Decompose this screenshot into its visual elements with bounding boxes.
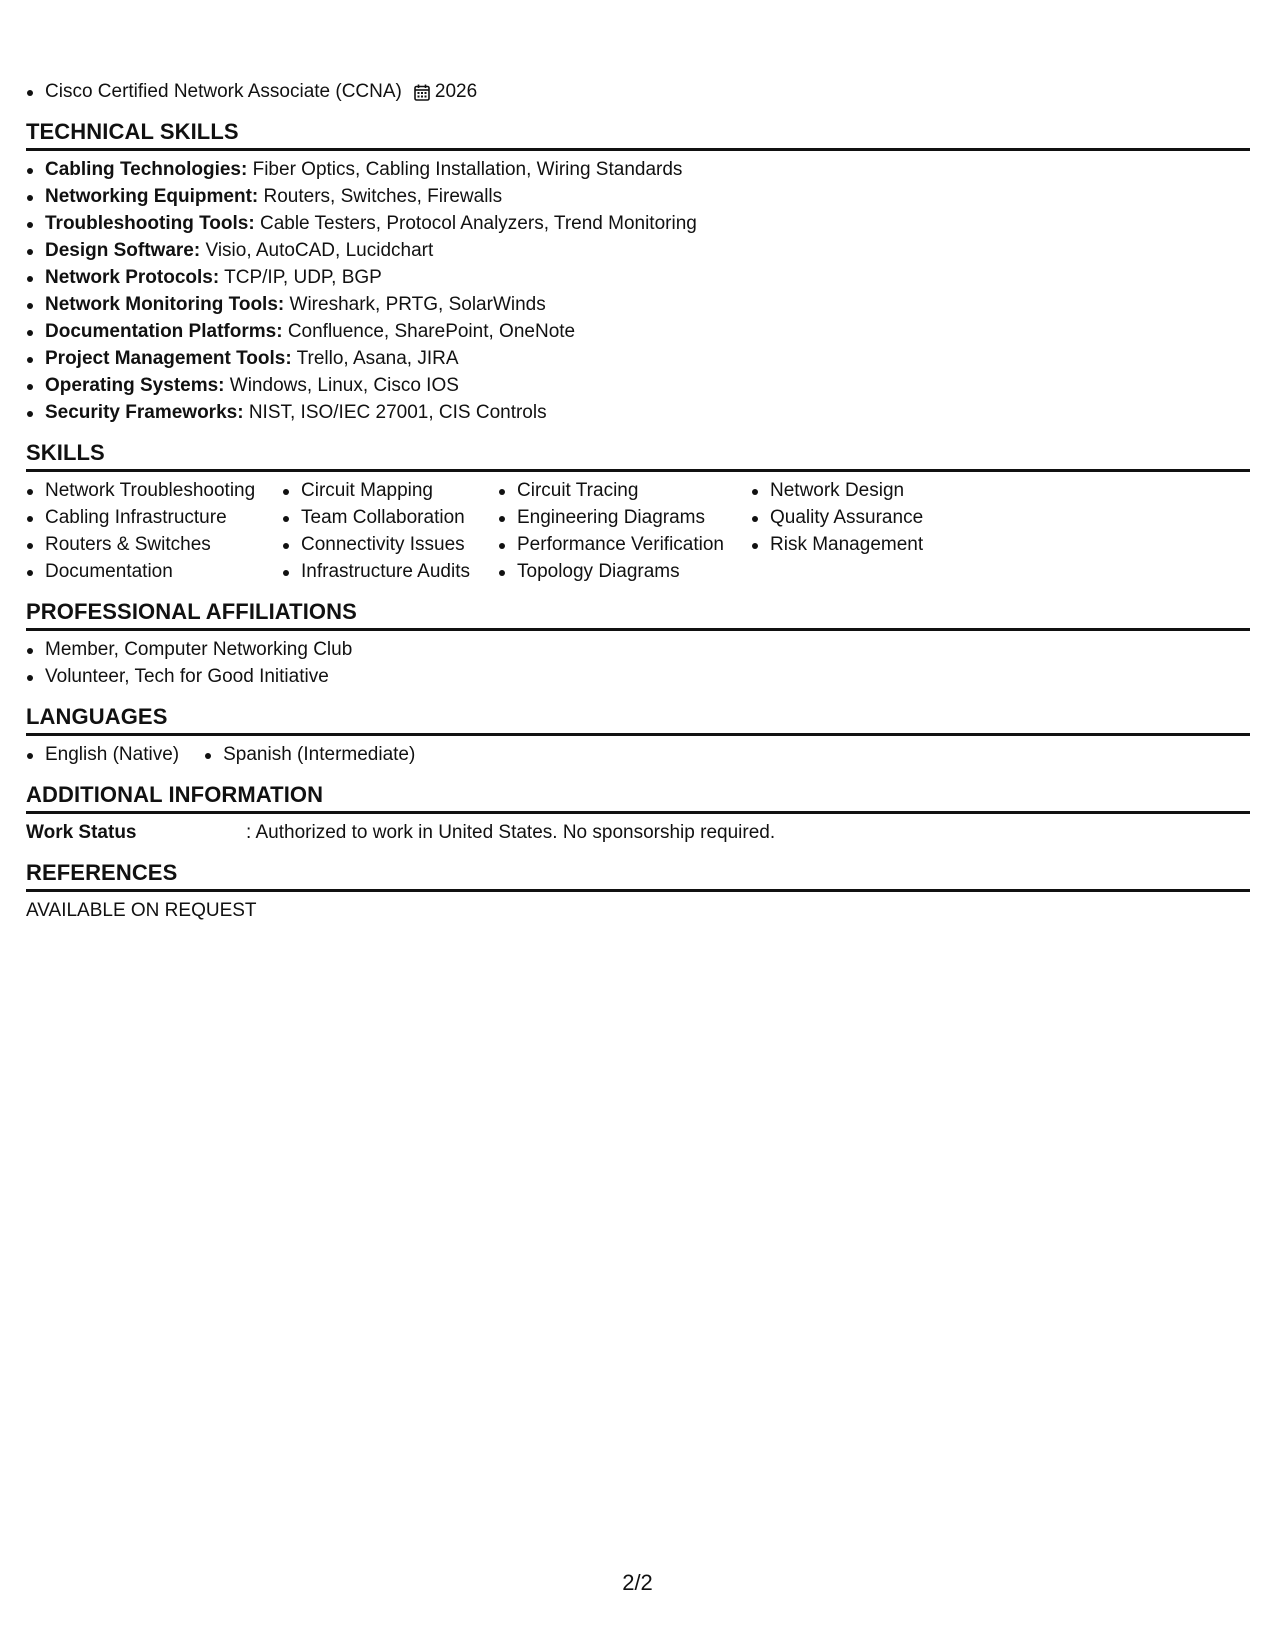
skill-values: NIST, ISO/IEC 27001, CIS Controls	[248, 402, 547, 423]
skills-column	[498, 477, 751, 585]
skill-item: Circuit Mapping	[282, 477, 498, 504]
technical-skill-item	[26, 237, 1250, 264]
skill-values: Windows, Linux, Cisco IOS	[229, 375, 459, 396]
skill-values: Confluence, SharePoint, OneNote	[287, 321, 576, 342]
work-status-value: : Authorized to work in United States. No sponsorship required.	[246, 822, 776, 843]
skill-item: Performance Verification	[498, 531, 751, 558]
section-title-additional-info: ADDITIONAL INFORMATION	[26, 780, 1250, 814]
section-title-affiliations: PROFESSIONAL AFFILIATIONS	[26, 597, 1250, 631]
skill-values: Wireshark, PRTG, SolarWinds	[289, 294, 546, 315]
skill-category: Cabling Technologies:	[45, 159, 248, 180]
references-text: AVAILABLE ON REQUEST	[26, 900, 257, 921]
calendar-icon	[414, 84, 430, 101]
work-status-label: Work Status	[26, 822, 137, 843]
skill-category: Network Protocols:	[45, 267, 220, 288]
skill-item: Network Design	[751, 477, 1001, 504]
skill-item: Documentation	[26, 558, 282, 585]
languages-section	[26, 702, 1250, 768]
skill-item: Team Collaboration	[282, 504, 498, 531]
skill-category: Networking Equipment:	[45, 186, 259, 207]
certification-year: 2026	[434, 81, 478, 102]
affiliation-item: Volunteer, Tech for Good Initiative	[26, 663, 1250, 690]
skill-values: Trello, Asana, JIRA	[296, 348, 459, 369]
skill-item: Routers & Switches	[26, 531, 282, 558]
skill-item: Risk Management	[751, 531, 1001, 558]
skill-category: Design Software:	[45, 240, 201, 261]
affiliations-section	[26, 597, 1250, 690]
technical-skill-item	[26, 318, 1250, 345]
skill-item: Topology Diagrams	[498, 558, 751, 585]
affiliation-item: Member, Computer Networking Club	[26, 636, 1250, 663]
skill-item: Infrastructure Audits	[282, 558, 498, 585]
references-section	[26, 858, 1250, 924]
skill-item: Cabling Infrastructure	[26, 504, 282, 531]
skill-values: Routers, Switches, Firewalls	[263, 186, 503, 207]
skill-values: Visio, AutoCAD, Lucidchart	[205, 240, 434, 261]
section-title-references: REFERENCES	[26, 858, 1250, 892]
language-item: Spanish (Intermediate)	[204, 741, 415, 768]
page-number: 2/2	[622, 1570, 653, 1595]
skill-category: Operating Systems:	[45, 375, 225, 396]
technical-skill-item	[26, 372, 1250, 399]
skill-item: Network Troubleshooting	[26, 477, 282, 504]
technical-skill-item	[26, 291, 1250, 318]
skill-category: Troubleshooting Tools:	[45, 213, 255, 234]
skills-section	[26, 438, 1250, 585]
technical-skill-item	[26, 156, 1250, 183]
technical-skill-item	[26, 210, 1250, 237]
skill-item: Engineering Diagrams	[498, 504, 751, 531]
section-title-skills: SKILLS	[26, 438, 1250, 472]
certifications-list	[26, 78, 1250, 105]
certification-item	[26, 78, 1250, 105]
technical-skill-item	[26, 183, 1250, 210]
skills-column	[751, 477, 1001, 585]
language-item: English (Native)	[26, 741, 179, 768]
skill-category: Security Frameworks:	[45, 402, 244, 423]
skill-values: TCP/IP, UDP, BGP	[224, 267, 382, 288]
skill-category: Network Monitoring Tools:	[45, 294, 285, 315]
additional-info-section	[26, 780, 1250, 846]
technical-skill-item	[26, 345, 1250, 372]
section-title-technical-skills: TECHNICAL SKILLS	[26, 117, 1250, 151]
technical-skills-section	[26, 117, 1250, 426]
skill-item: Circuit Tracing	[498, 477, 751, 504]
skill-category: Project Management Tools:	[45, 348, 292, 369]
work-status-row	[26, 819, 1250, 846]
certification-name: Cisco Certified Network Associate (CCNA)	[45, 81, 402, 102]
section-title-languages: LANGUAGES	[26, 702, 1250, 736]
technical-skills-list	[26, 156, 1250, 426]
resume-content	[26, 78, 1250, 924]
skill-item: Quality Assurance	[751, 504, 1001, 531]
skill-item: Connectivity Issues	[282, 531, 498, 558]
skill-values: Fiber Optics, Cabling Installation, Wiring Standards	[252, 159, 683, 180]
skill-values: Cable Testers, Protocol Analyzers, Trend Monitoring	[259, 213, 697, 234]
languages-list	[26, 741, 440, 768]
skill-category: Documentation Platforms:	[45, 321, 283, 342]
languages-row	[26, 741, 1250, 768]
skills-column	[26, 477, 282, 585]
affiliations-list	[26, 636, 1250, 690]
skills-column	[282, 477, 498, 585]
skills-grid	[26, 477, 1250, 585]
technical-skill-item	[26, 399, 1250, 426]
technical-skill-item	[26, 264, 1250, 291]
